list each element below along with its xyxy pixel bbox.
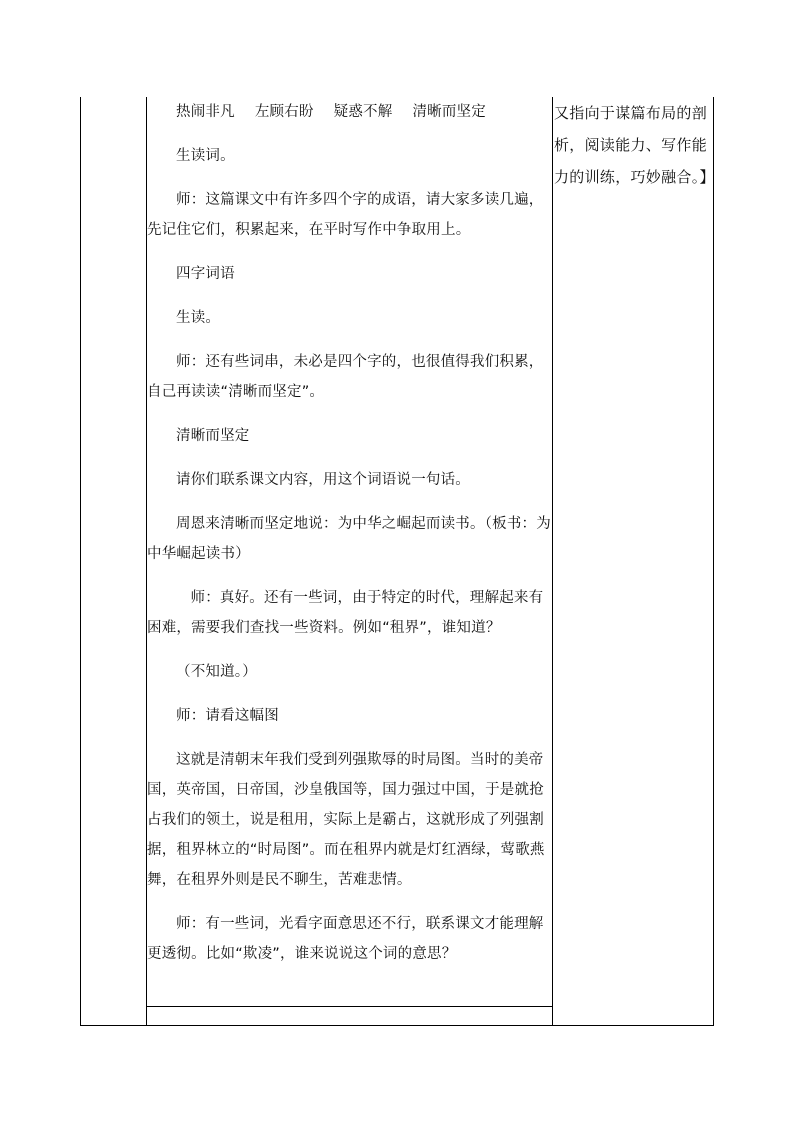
table-left-border <box>80 97 81 1026</box>
lesson-paragraph: 四字词语 <box>176 266 235 282</box>
table-row-divider <box>146 1006 553 1007</box>
vocabulary-word: 热闹非凡 <box>176 104 235 120</box>
side-comment-cell <box>554 97 714 193</box>
vocabulary-list <box>147 97 552 127</box>
lesson-paragraph: 这就是清朝末年我们受到列强欺辱的时局图。当时的美帝国，英帝国，日帝国，沙皇俄国等，国力强过中国，于是就抢占我们的领土，说是租用，实际上是霸占，这就形成了列强割据，租界林立的“时局图”。而在租界内就是灯红酒绿，莺歌燕舞，在租界外则是民不聊生，苦难悲情。 <box>147 752 545 888</box>
lesson-paragraph: （不知道。） <box>176 664 257 680</box>
table-column-divider-2 <box>552 97 553 1026</box>
vocabulary-word: 左顾右盼 <box>254 104 314 120</box>
lesson-paragraph: 请你们联系课文内容，用这个词语说一句话。 <box>176 472 470 488</box>
table-bottom-border <box>80 1025 714 1026</box>
lesson-paragraph: 周恩来清晰而坚定地说：为中华之崛起而读书。（板书：为中华崛起读书） <box>147 516 551 562</box>
lesson-paragraph: 师：这篇课文中有许多四个字的成语，请大家多读几遍，先记住它们，积累起来，在平时写作中争取用上。 <box>147 192 544 238</box>
lesson-paragraph: 生读词。 <box>176 148 235 164</box>
lesson-paragraph: 师：真好。还有一些词，由于特定的时代，理解起来有困难，需要我们查找一些资料。例如“租界”，谁知道？ <box>147 590 544 636</box>
lesson-paragraph: 生读。 <box>176 310 221 326</box>
lesson-paragraph: 师：还有些词串，未必是四个字的，也很值得我们积累，自己再读读“清晰而坚定”。 <box>147 354 544 400</box>
side-comment-text: 又指向于谋篇布局的剖析，阅读能力、写作能力的训练，巧妙融合。】 <box>554 104 715 186</box>
table-right-border <box>713 97 714 1026</box>
lesson-paragraph: 清晰而坚定 <box>176 428 250 444</box>
lesson-content-cell <box>147 97 552 983</box>
lesson-paragraph: 师：有一些词，光看字面意思还不行，联系课文才能理解更透彻。比如“欺凌”，谁来说说这个词的意思？ <box>147 916 544 962</box>
vocabulary-word: 疑惑不解 <box>333 104 393 120</box>
lesson-paragraph: 师：请看这幅图 <box>176 708 279 724</box>
vocabulary-word: 清晰而坚定 <box>412 104 486 120</box>
